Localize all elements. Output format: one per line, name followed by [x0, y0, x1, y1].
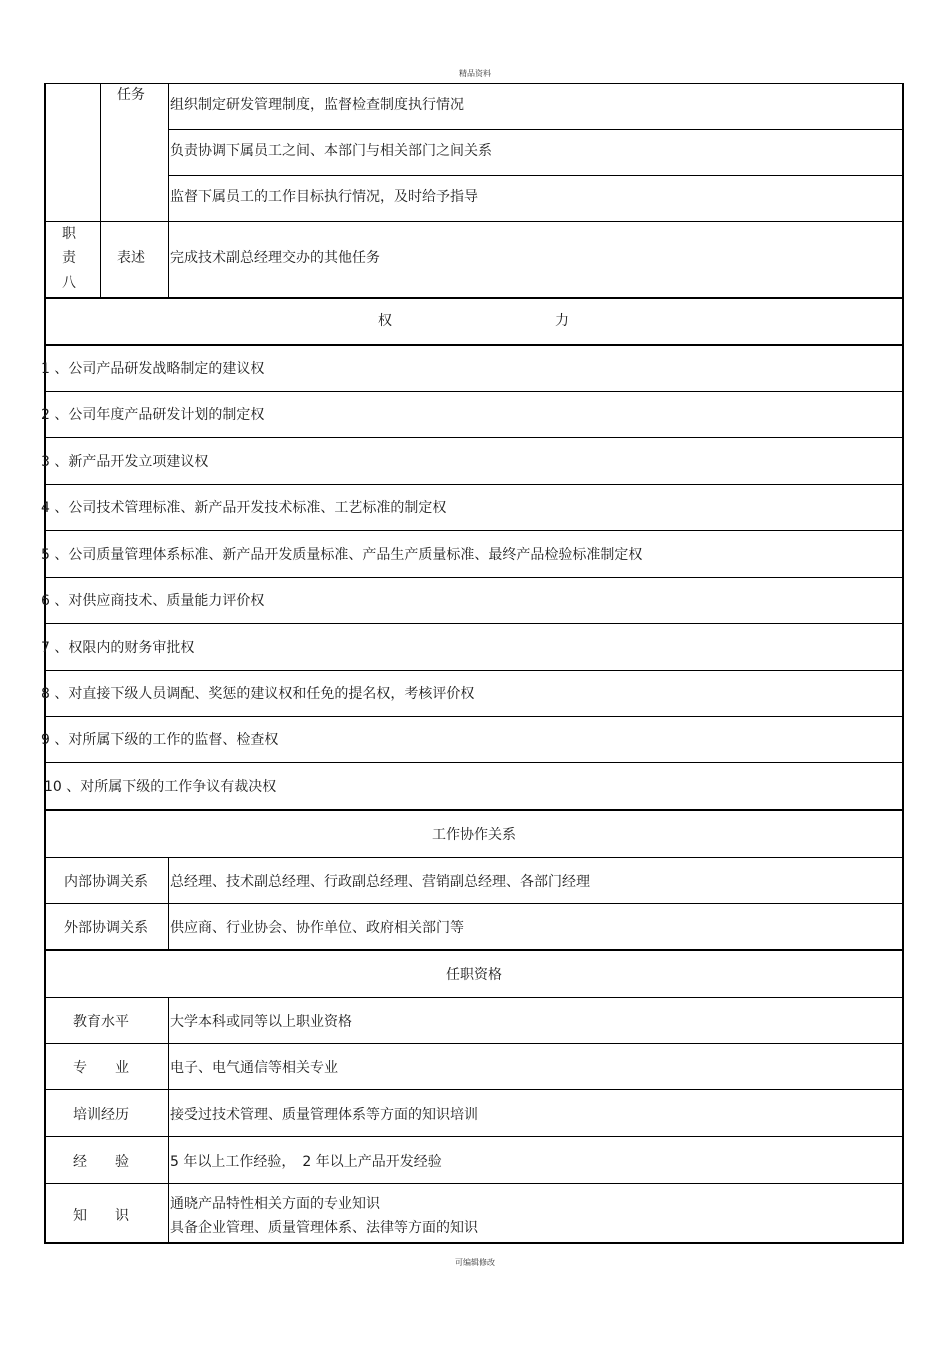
task-item: 组织制定研发管理制度，监督检查制度执行情况	[170, 97, 464, 113]
grid-line	[168, 857, 169, 950]
authority-item: 4 、公司技术管理标准、新产品开发技术标准、工艺标准的制定权	[41, 500, 447, 516]
authority-item: 8 、对直接下级人员调配、奖惩的建议权和任免的提名权，考核评价权	[41, 686, 475, 702]
description-value: 完成技术副总经理交办的其他任务	[170, 250, 380, 266]
grid-line	[44, 762, 904, 763]
grid-line	[44, 391, 904, 392]
authority-item: 7 、权限内的财务审批权	[41, 640, 195, 656]
grid-line	[44, 857, 904, 858]
grid-line	[44, 1136, 904, 1137]
authority-item: 6 、对供应商技术、质量能力评价权	[41, 593, 265, 609]
qualification-label: 经 验	[73, 1154, 129, 1170]
authority-item: 5 、公司质量管理体系标准、新产品开发质量标准、产品生产质量标准、最终产品检验标准制定权	[41, 547, 643, 563]
description-label: 表述	[117, 250, 145, 266]
internal-value: 总经理、技术副总经理、行政副总经理、营销副总经理、各部门经理	[170, 874, 590, 890]
qualification-label: 教育水平	[73, 1014, 129, 1030]
authority-item: 2 、公司年度产品研发计划的制定权	[41, 407, 265, 423]
authority-title-left: 权	[378, 313, 392, 329]
grid-line	[44, 716, 904, 717]
grid-line	[44, 344, 904, 346]
qualification-value: 电子、电气通信等相关专业	[170, 1060, 338, 1076]
authority-item: 1 、公司产品研发战略制定的建议权	[41, 361, 265, 377]
authority-item: 10 、对所属下级的工作争议有裁决权	[44, 779, 277, 795]
grid-line	[44, 1089, 904, 1090]
grid-line	[168, 175, 903, 176]
grid-line	[44, 221, 904, 222]
authority-item: 3 、新产品开发立项建议权	[41, 454, 209, 470]
table-border-bottom	[44, 1242, 904, 1244]
internal-label: 内部协调关系	[64, 874, 148, 890]
grid-line	[44, 1043, 904, 1044]
table-border-right	[902, 83, 904, 1244]
grid-line	[168, 83, 169, 298]
knowledge-line: 具备企业管理、质量管理体系、法律等方面的知识	[170, 1220, 478, 1236]
grid-line	[44, 997, 904, 998]
grid-line	[44, 297, 904, 299]
duty8-label-char: 八	[62, 275, 76, 291]
grid-line	[44, 623, 904, 624]
grid-line	[44, 577, 904, 578]
footer-note: 可编辑修改	[455, 1258, 495, 1267]
grid-line	[168, 997, 169, 1243]
qualification-label: 培训经历	[73, 1107, 129, 1123]
grid-line	[44, 949, 904, 951]
task-item: 监督下属员工的工作目标执行情况，及时给予指导	[170, 189, 478, 205]
header-note: 精品资料	[459, 69, 491, 78]
grid-line	[44, 670, 904, 671]
grid-line	[44, 437, 904, 438]
grid-line	[44, 530, 904, 531]
grid-line	[44, 484, 904, 485]
authority-item: 9 、对所属下级的工作的监督、检查权	[41, 732, 279, 748]
qualification-value: 5 年以上工作经验， 2 年以上产品开发经验	[170, 1154, 442, 1170]
grid-line	[44, 903, 904, 904]
authority-title-right: 力	[555, 313, 569, 329]
qualification-value: 接受过技术管理、质量管理体系等方面的知识培训	[170, 1107, 478, 1123]
qualifications-title: 任职资格	[446, 967, 502, 983]
task-item: 负责协调下属员工之间、本部门与相关部门之间关系	[170, 143, 492, 159]
qualification-value: 大学本科或同等以上职业资格	[170, 1014, 352, 1030]
task-label: 任务	[117, 87, 145, 103]
qualification-label: 专 业	[73, 1060, 129, 1076]
table-border-top	[44, 83, 904, 84]
duty8-label-char: 责	[62, 250, 76, 266]
external-label: 外部协调关系	[64, 920, 148, 936]
knowledge-line: 通晓产品特性相关方面的专业知识	[170, 1196, 380, 1212]
grid-line	[44, 809, 904, 811]
duty8-label-char: 职	[62, 226, 76, 242]
grid-line	[168, 129, 903, 130]
grid-line	[44, 1183, 904, 1184]
external-value: 供应商、行业协会、协作单位、政府相关部门等	[170, 920, 464, 936]
knowledge-label: 知 识	[73, 1208, 129, 1224]
cooperation-title: 工作协作关系	[432, 827, 516, 843]
